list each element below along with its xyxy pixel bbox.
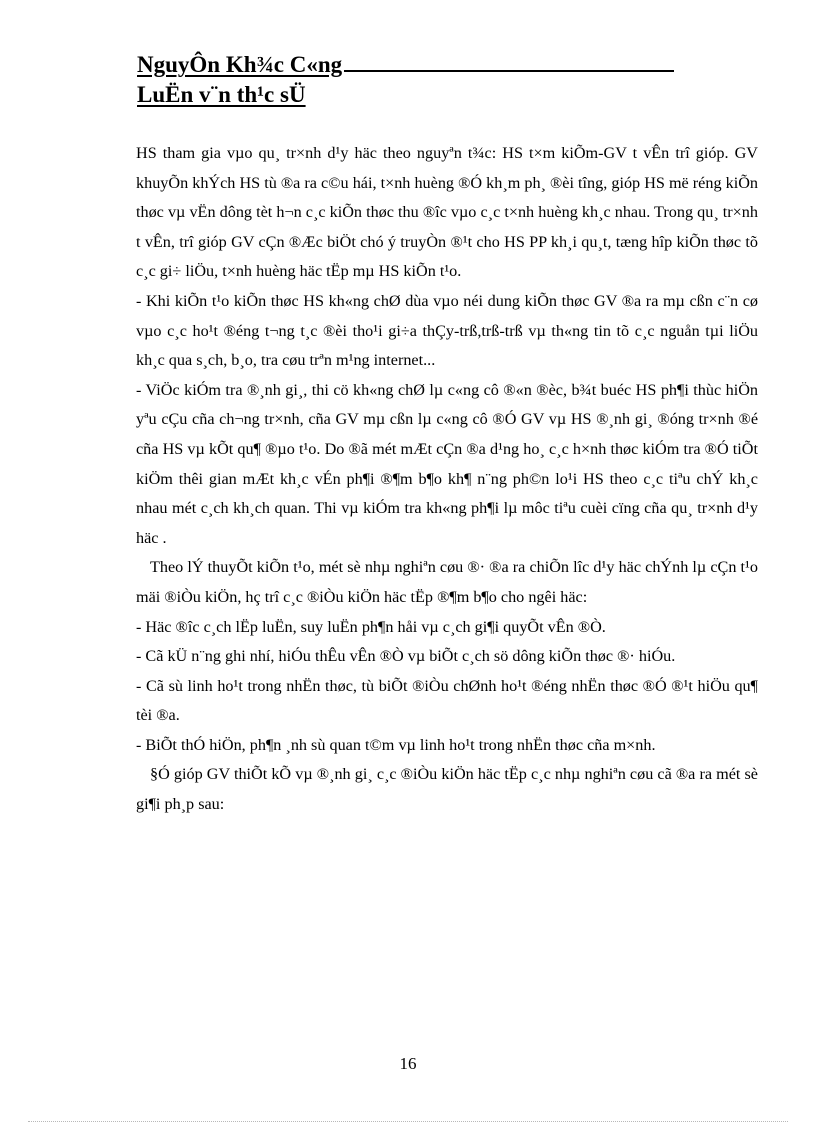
paragraph-5: §Ó gióp GV thiÕt kÕ vµ ®¸nh gi¸ c¸c ®iÒu kiÖn häc tËp c¸c nhµ nghiªn cøu cã ®a ra mét sè gi¶i ph¸p sau:: [136, 765, 758, 814]
list-item-4: - BiÕt thÓ hiÖn, ph¶n ¸nh sù quan t©m vµ linh ho¹t trong nhËn thøc cña m×nh.: [136, 735, 656, 754]
paragraph-3: - ViÖc kiÓm tra ®¸nh gi¸, thi cö kh«ng chØ lµ c«ng cô ®«n ®èc, b¾t buéc HS ph¶i thùc hiÖn yªu cÇu cña ch¬ng tr×nh, cña GV mµ cßn lµ c«ng cô ®Ó GV vµ HS ®¸nh gi¸ ®óng tr×nh ®é cña HS vµ kÕt qu¶ ®µo t¹o. Do ®ã mét mÆt cÇn ®a d¹ng ho¸ c¸c h×nh thøc kiÓm tra ®Ó tiÕt kiÖm thêi gian mÆt kh¸c vÉn ph¶i ®¶m b¶o kh¶ n¨ng ph©n lo¹i HS theo c¸c tiªu chÝ kh¸c nhau mét c¸ch kh¸ch quan. Thi vµ kiÓm tra kh«ng ph¶i lµ môc tiªu cuèi cïng cña qu¸ tr×nh d¹y häc .: [136, 380, 758, 547]
paragraph-2: - Khi kiÕn t¹o kiÕn thøc HS kh«ng chØ dùa vµo néi dung kiÕn thøc GV ®a ra mµ cßn c¨n cø vµo c¸c ho¹t ®éng t¬ng t¸c ®èi tho¹i gi÷a thÇy-trß,trß-trß vµ th«ng tin tõ c¸c nguån tµi liÖu kh¸c qua s¸ch, b¸o, tra cøu trªn m¹ng internet...: [136, 291, 758, 370]
list-item-1: - Häc ®îc c¸ch lËp luËn, suy luËn ph¶n håi vµ c¸ch gi¶i quyÕt vÊn ®Ò.: [136, 617, 606, 636]
header-author: NguyÔn Kh¾c C«ng: [137, 50, 712, 80]
paragraph-4: Theo lÝ thuyÕt kiÕn t¹o, mét sè nhµ nghiªn cøu ®· ®a ra chiÕn lîc d¹y häc chÝnh lµ cÇn t¹o mäi ®iÒu kiÖn, hç trî c¸c ®iÒu kiÖn häc tËp ®¶m b¶o cho ngêi häc:: [136, 558, 758, 606]
list-item-2: - Cã kÜ n¨ng ghi nhí, hiÓu thÊu vÊn ®Ò vµ biÕt c¸ch sö dông kiÕn thøc ®· hiÓu.: [136, 647, 676, 666]
page-number: 16: [399, 1054, 417, 1073]
body-text: [136, 139, 758, 820]
header-subtitle: LuËn v¨n th¹c sÜ: [137, 82, 306, 107]
paragraph-1: HS tham gia vµo qu¸ tr×nh d¹y häc theo nguyªn t¾c: HS t×m kiÕm-GV t vÊn trî gióp. GV khuyÕn khÝch HS tù ®a ra c©u hái, t×nh huèng ®Ó kh¸m ph¸ ®èi tîng, gióp HS më réng kiÕn thøc vµ vËn dông tèt h¬n c¸c kiÕn thøc thu ®îc vµo c¸c t×nh huèng kh¸c nhau. Trong qu¸ tr×nh t vÊn, trî gióp GV cÇn ®Æc biÖt chó ý truyÒn ®¹t cho HS PP kh¸i qu¸t, tæng hîp kiÕn thøc tõ c¸c gi÷ liÖu, t×nh huèng häc tËp mµ HS kiÕn t¹o.: [136, 144, 758, 281]
list-item-3: - Cã sù linh ho¹t trong nhËn thøc, tù biÕt ®iÒu chØnh ho¹t ®éng nhËn thøc ®Ó ®¹t hiÖu qu¶ tèi ®a.: [136, 676, 758, 725]
header-rule: [344, 69, 674, 72]
page-header: [137, 50, 717, 110]
footer-divider: [28, 1121, 788, 1122]
